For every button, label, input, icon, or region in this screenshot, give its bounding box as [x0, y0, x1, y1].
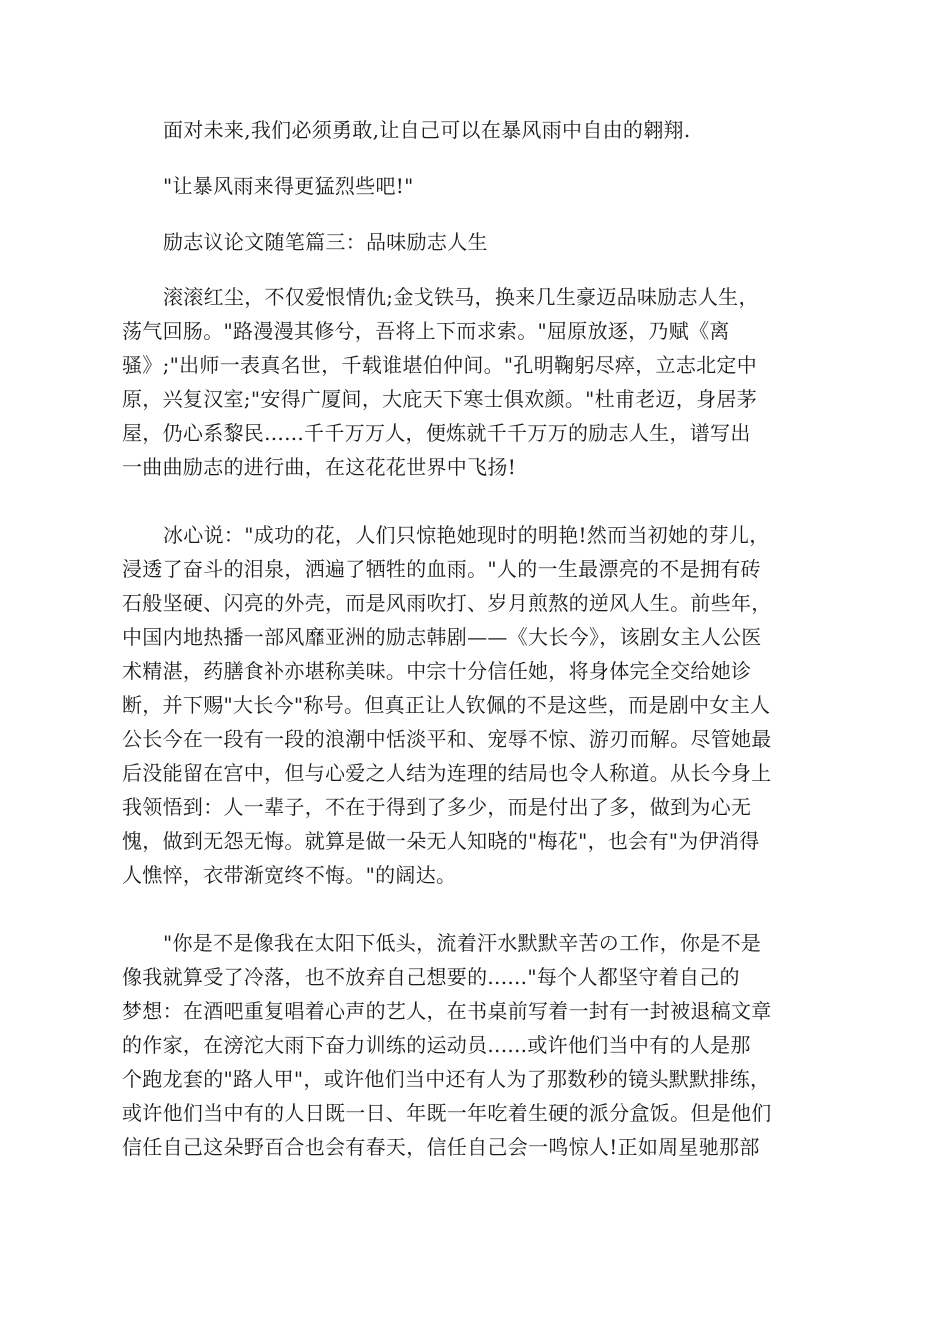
- paragraph-line: 的作家，在滂沱大雨下奋力训练的运动员......或许他们当中有的人是那: [122, 1033, 751, 1057]
- paragraph-line: 个跑龙套的"路人甲"，或许他们当中还有人为了那数秒的镜头默默排练，: [122, 1067, 771, 1091]
- paragraph-line: "你是不是像我在太阳下低头，流着汗水默默辛苦の工作，你是不是: [163, 931, 762, 955]
- paragraph-line: 浸透了奋斗的泪泉，洒遍了牺牲的血雨。"人的一生最漂亮的不是拥有砖: [122, 557, 761, 581]
- paragraph-line: 像我就算受了冷落，也不放弃自己想要的......"每个人都坚守着自己的: [122, 965, 740, 989]
- intro-quote: "让暴风雨来得更猛烈些吧!": [163, 174, 414, 198]
- paragraph-line: 一曲曲励志的进行曲，在这花花世界中飞扬!: [122, 455, 517, 479]
- section-title: 励志议论文随笔篇三：品味励志人生: [163, 230, 488, 254]
- paragraph-line: 人憔悴，衣带渐宽终不悔。"的阔达。: [122, 863, 457, 887]
- paragraph-line: 屋，仍心系黎民......千千万万人，便炼就千千万万的励志人生，谱写出: [122, 421, 751, 445]
- paragraph-line: 信任自己这朵野百合也会有春天，信任自己会一鸣惊人!正如周星驰那部: [122, 1135, 760, 1159]
- paragraph-line: 断，并下赐"大长今"称号。但真正让人钦佩的不是这些，而是剧中女主人: [122, 693, 771, 717]
- paragraph-line: 后没能留在宫中，但与心爱之人结为连理的结局也令人称道。从长今身上: [122, 761, 772, 785]
- paragraph-line: 公长今在一段有一段的浪潮中恬淡平和、宠辱不惊、游刃而解。尽管她最: [122, 727, 772, 751]
- paragraph-line: 愧，做到无怨无悔。就算是做一朵无人知晓的"梅花"，也会有"为伊消得: [122, 829, 760, 853]
- paragraph-line: 滚滚红尘，不仅爱恨情仇;金戈铁马，换来几生豪迈品味励志人生，: [163, 285, 759, 309]
- paragraph-line: 或许他们当中有的人日既一日、年既一年吃着生硬的派分盒饭。但是他们: [122, 1101, 772, 1125]
- paragraph-line: 石般坚硬、闪亮的外壳，而是风雨吹打、岁月煎熬的逆风人生。前些年，: [122, 591, 772, 615]
- paragraph-line: 术精湛，药膳食补亦堪称美味。中宗十分信任她，将身体完全交给她诊: [122, 659, 752, 683]
- paragraph-line: 我领悟到：人一辈子，不在于得到了多少，而是付出了多，做到为心无: [122, 795, 752, 819]
- paragraph-line: 梦想：在酒吧重复唱着心声的艺人，在书桌前写着一封有一封被退稿文章: [122, 999, 772, 1023]
- paragraph-line: 中国内地热播一部风靡亚洲的励志韩剧——《大长今》，该剧女主人公医: [122, 625, 762, 649]
- paragraph-line: 骚》;"出师一表真名世，千载谁堪伯仲间。"孔明鞠躬尽瘁，立志北定中: [122, 353, 758, 377]
- paragraph-line: 冰心说："成功的花，人们只惊艳她现时的明艳!然而当初她的芽儿，: [163, 523, 770, 547]
- intro-line: 面对未来,我们必须勇敢,让自己可以在暴风雨中自由的翱翔.: [163, 118, 691, 142]
- paragraph-line: 原，兴复汉室;"安得广厦间，大庇天下寒士俱欢颜。"杜甫老迈，身居茅: [122, 387, 758, 411]
- paragraph-line: 荡气回肠。"路漫漫其修兮，吾将上下而求索。"屈原放逐，乃赋《离: [122, 319, 730, 343]
